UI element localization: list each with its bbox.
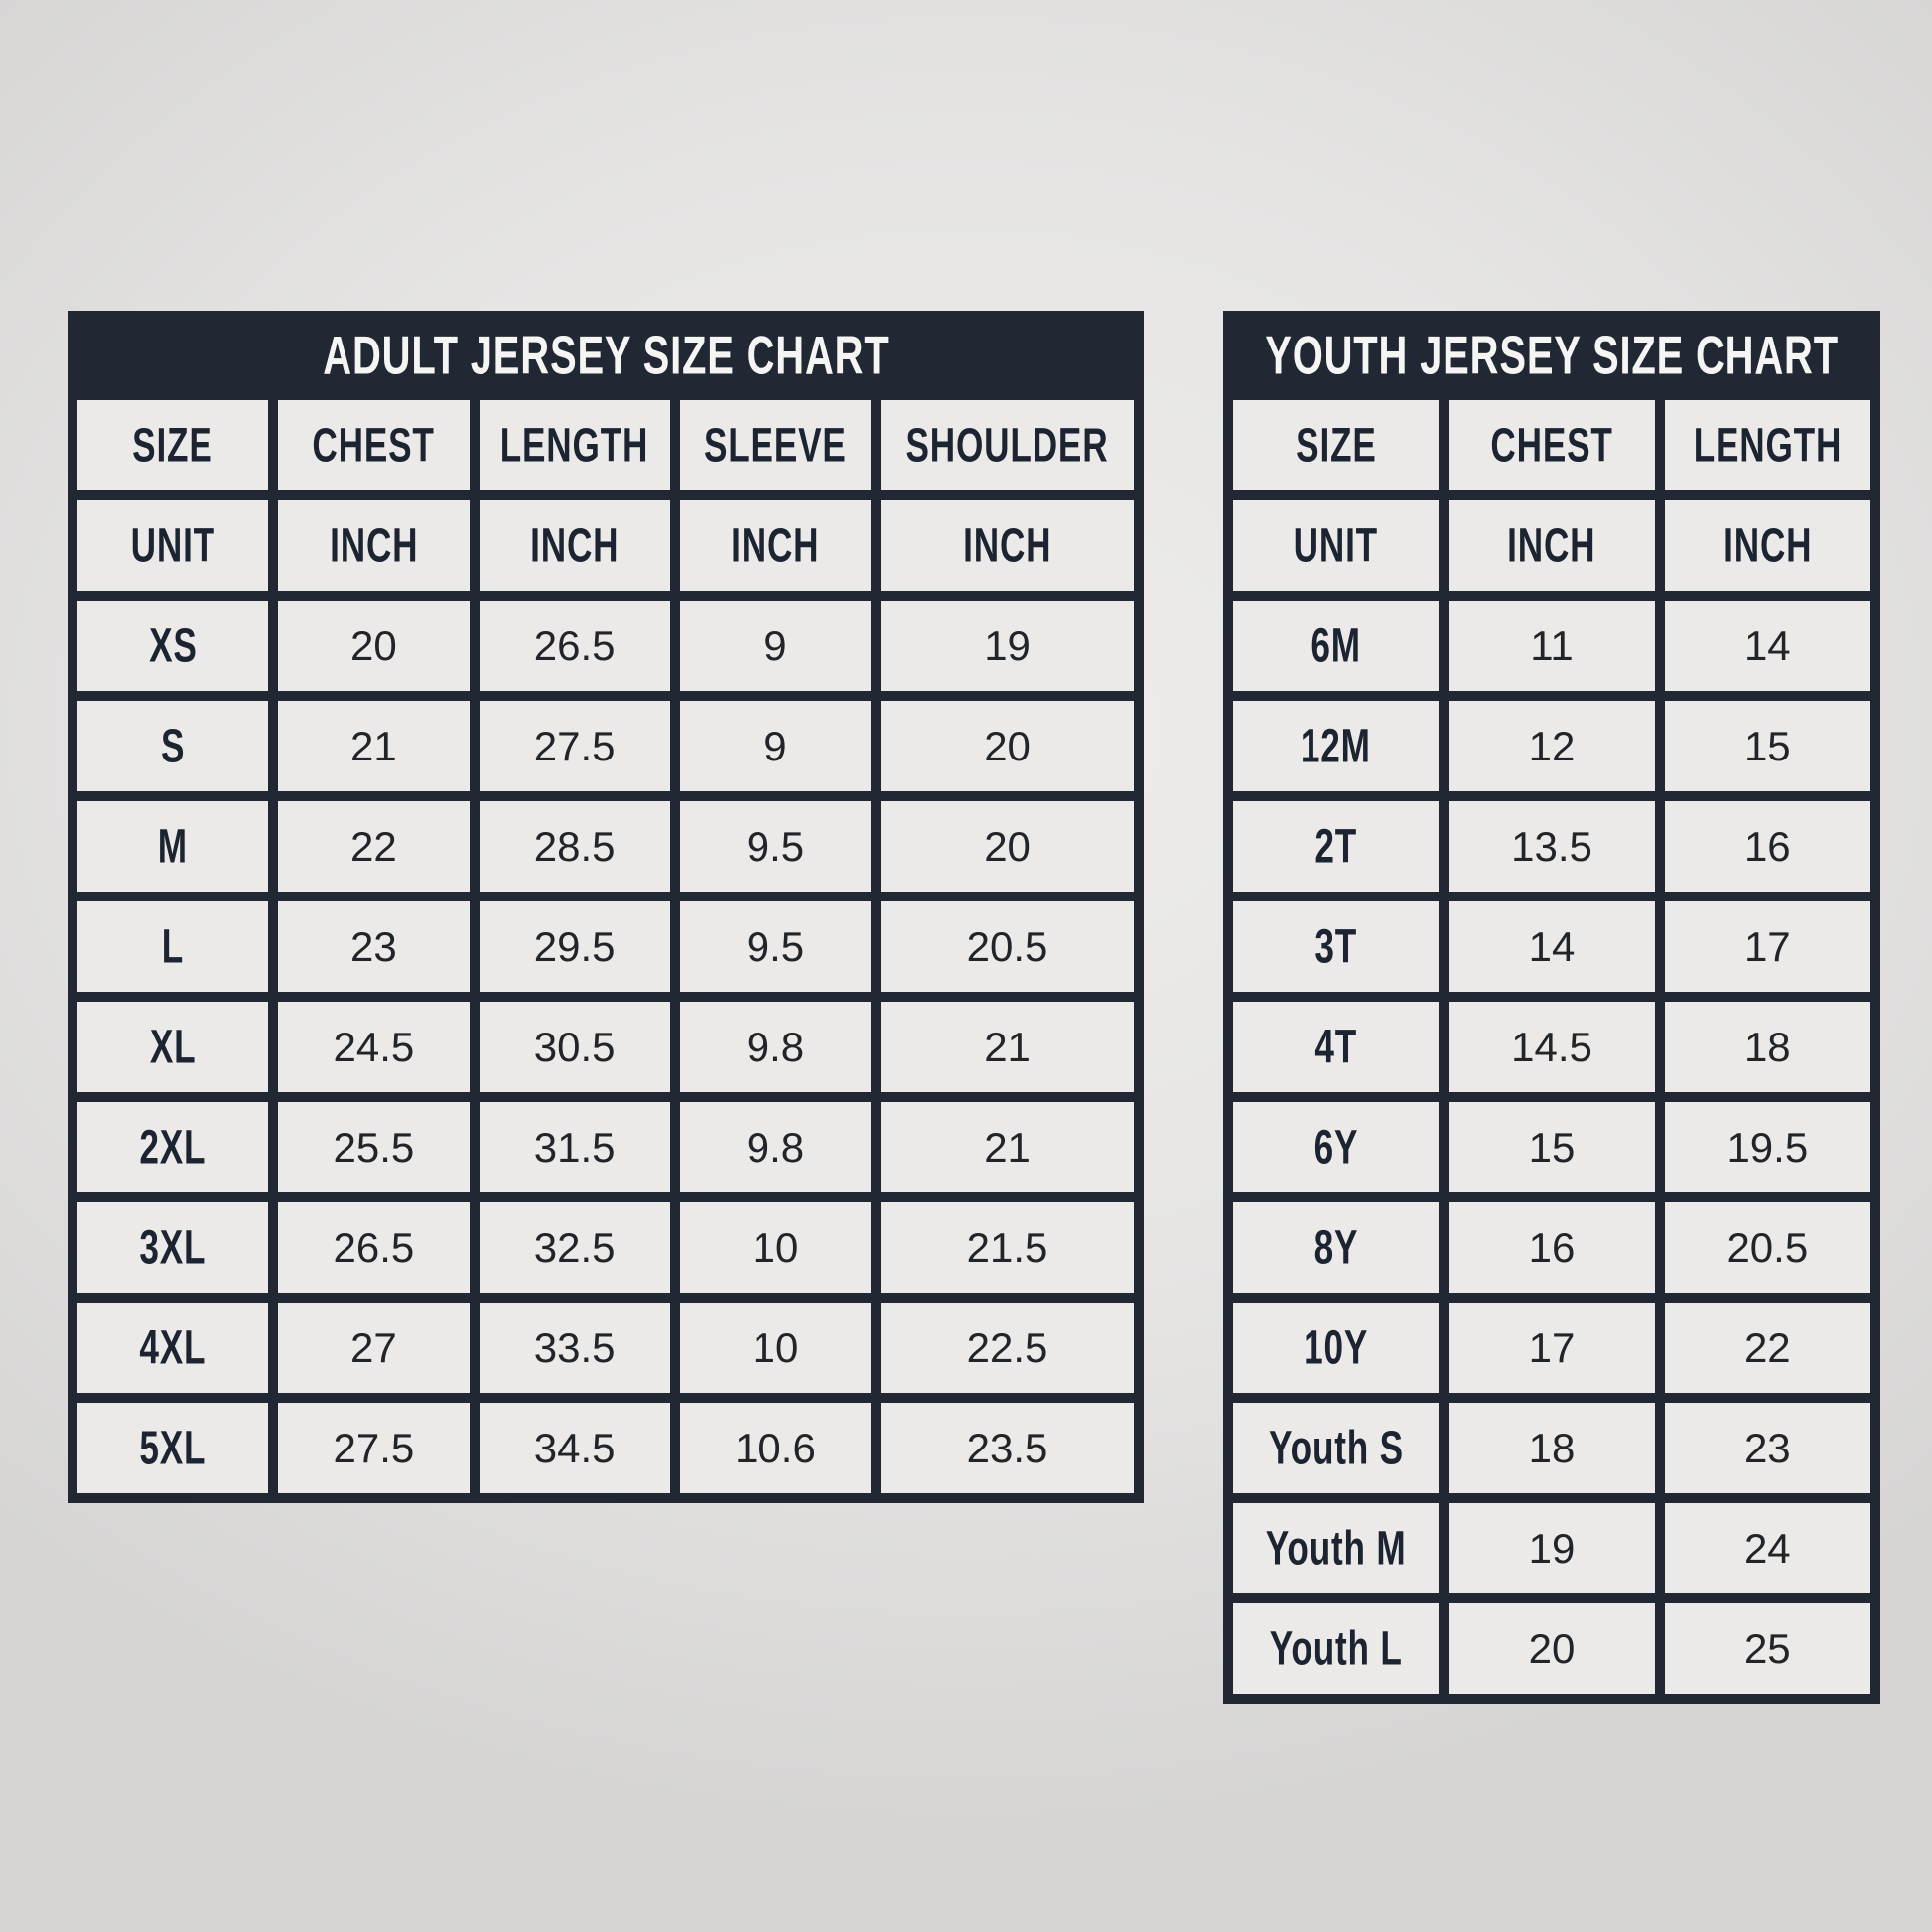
adult-size-value-text: 19 [984, 621, 1031, 669]
adult-size-value-text: 21.5 [966, 1223, 1048, 1271]
adult-size-value [480, 601, 670, 691]
youth-size-label [1233, 801, 1439, 892]
adult-size-value [680, 1202, 871, 1293]
youth-size-label-text: Youth S [1268, 1421, 1404, 1474]
adult-size-value [881, 1403, 1134, 1493]
adult-size-value [480, 701, 670, 791]
adult-size-value-text: 9 [763, 621, 787, 669]
adult-size-value [480, 1002, 670, 1092]
adult-size-label [77, 901, 268, 992]
adult-size-value [680, 701, 871, 791]
adult-size-value [680, 1102, 871, 1192]
adult-size-label [77, 1002, 268, 1092]
adult-size-value-text: 20 [984, 722, 1031, 769]
adult-size-value-text: 34.5 [533, 1424, 616, 1471]
adult-chart-grid [77, 400, 1134, 1493]
youth-size-value-text: 19.5 [1726, 1123, 1809, 1171]
youth-size-value-text: 24 [1743, 1524, 1791, 1572]
adult-size-value [278, 801, 469, 892]
adult-unit-cell-text: INCH [329, 518, 419, 572]
youth-column-header-text: LENGTH [1693, 418, 1843, 472]
adult-size-value [278, 1303, 469, 1393]
youth-size-value [1449, 1202, 1654, 1293]
youth-size-label [1233, 601, 1439, 691]
adult-size-value-text: 21 [984, 1023, 1031, 1070]
adult-size-value [881, 1303, 1134, 1393]
youth-size-value [1665, 1102, 1870, 1192]
youth-size-label [1233, 1403, 1439, 1493]
adult-size-value [480, 1303, 670, 1393]
youth-size-label-text: 3T [1314, 919, 1358, 973]
youth-size-label [1233, 1603, 1439, 1694]
adult-unit-cell [77, 500, 268, 591]
adult-size-value-text: 26.5 [533, 621, 616, 669]
youth-size-chart [1223, 311, 1880, 1704]
adult-size-value-text: 10 [752, 1323, 799, 1371]
adult-size-label-text: 5XL [139, 1421, 207, 1474]
youth-size-label [1233, 1202, 1439, 1293]
adult-size-value-text: 21 [984, 1123, 1031, 1171]
youth-size-value-text: 18 [1743, 1023, 1791, 1070]
youth-size-value-text: 15 [1743, 722, 1791, 769]
adult-size-value-text: 20.5 [966, 922, 1048, 970]
adult-size-value-text: 32.5 [533, 1223, 616, 1271]
adult-size-value-text: 9.5 [746, 822, 805, 870]
adult-size-label [77, 1102, 268, 1192]
adult-size-label [77, 701, 268, 791]
youth-column-header-text: CHEST [1490, 418, 1613, 472]
youth-size-value-text: 20 [1528, 1624, 1576, 1672]
youth-size-value [1449, 901, 1654, 992]
youth-size-value [1665, 701, 1870, 791]
adult-size-label [77, 801, 268, 892]
adult-size-value-text: 23.5 [966, 1424, 1048, 1471]
youth-size-value [1449, 1303, 1654, 1393]
adult-unit-cell [881, 500, 1134, 591]
adult-size-value [680, 1303, 871, 1393]
youth-size-value [1665, 601, 1870, 691]
youth-column-header [1665, 400, 1870, 490]
adult-column-header-text: SLEEVE [704, 418, 847, 472]
adult-size-label-text: XL [149, 1020, 197, 1073]
youth-size-value [1665, 1603, 1870, 1694]
youth-chart-grid [1233, 400, 1870, 1694]
youth-size-value-text: 14 [1528, 922, 1576, 970]
adult-size-value-text: 23 [350, 922, 397, 970]
adult-size-value-text: 33.5 [533, 1323, 616, 1371]
youth-size-label-text: 6M [1311, 619, 1361, 672]
youth-unit-cell [1449, 500, 1654, 591]
adult-unit-cell-text: INCH [530, 518, 620, 572]
youth-size-value-text: 17 [1528, 1323, 1576, 1371]
adult-size-value [278, 1002, 469, 1092]
youth-size-value-text: 16 [1743, 822, 1791, 870]
youth-column-header [1233, 400, 1439, 490]
youth-size-value-text: 12 [1528, 722, 1576, 769]
adult-chart-title-text: ADULT JERSEY SIZE CHART [322, 325, 890, 386]
adult-size-label-text: 3XL [139, 1220, 207, 1274]
adult-size-value-text: 25.5 [333, 1123, 415, 1171]
youth-size-label-text: 10Y [1304, 1320, 1369, 1374]
adult-size-value-text: 10.6 [735, 1424, 816, 1471]
adult-size-value-text: 30.5 [533, 1023, 616, 1070]
adult-size-value [480, 801, 670, 892]
adult-size-label-text: 2XL [139, 1120, 207, 1173]
youth-size-value [1449, 1503, 1654, 1593]
youth-size-label [1233, 1303, 1439, 1393]
adult-chart-title [77, 321, 1134, 390]
youth-size-value [1449, 601, 1654, 691]
adult-size-value-text: 9.8 [746, 1023, 805, 1070]
adult-size-value [278, 1202, 469, 1293]
adult-size-value [881, 1202, 1134, 1293]
adult-size-value [881, 801, 1134, 892]
youth-size-label [1233, 901, 1439, 992]
adult-size-value [278, 901, 469, 992]
adult-size-label-text: 4XL [139, 1320, 207, 1374]
adult-size-value-text: 27.5 [533, 722, 616, 769]
adult-column-header [881, 400, 1134, 490]
adult-column-header [480, 400, 670, 490]
adult-unit-cell [680, 500, 871, 591]
adult-size-label [77, 1403, 268, 1493]
youth-size-label-text: 12M [1301, 719, 1372, 772]
youth-size-value [1449, 1403, 1654, 1493]
adult-size-value-text: 28.5 [533, 822, 616, 870]
adult-size-label [77, 1202, 268, 1293]
adult-size-value [680, 801, 871, 892]
adult-size-label [77, 601, 268, 691]
youth-size-value-text: 15 [1528, 1123, 1576, 1171]
adult-column-header-text: SHOULDER [905, 418, 1109, 472]
adult-size-value [480, 901, 670, 992]
youth-size-value [1449, 1002, 1654, 1092]
adult-unit-cell [480, 500, 670, 591]
adult-size-value-text: 26.5 [333, 1223, 415, 1271]
adult-size-value-text: 10 [752, 1223, 799, 1271]
youth-size-label [1233, 1002, 1439, 1092]
youth-size-label-text: 4T [1314, 1020, 1358, 1073]
youth-size-value [1665, 1503, 1870, 1593]
youth-size-label [1233, 701, 1439, 791]
adult-size-value [278, 1102, 469, 1192]
adult-size-value [881, 701, 1134, 791]
youth-size-label-text: Youth L [1269, 1621, 1403, 1675]
adult-size-value [278, 1403, 469, 1493]
adult-size-value [278, 701, 469, 791]
adult-column-header [680, 400, 871, 490]
youth-size-value-text: 14 [1743, 621, 1791, 669]
youth-size-value-text: 11 [1530, 621, 1574, 669]
youth-size-label-text: Youth M [1265, 1521, 1407, 1575]
adult-size-value [480, 1403, 670, 1493]
adult-size-value [881, 901, 1134, 992]
adult-size-label-text: S [160, 719, 186, 772]
adult-unit-cell-text: INCH [731, 518, 820, 572]
youth-size-value-text: 16 [1528, 1223, 1576, 1271]
adult-column-header-text: SIZE [132, 418, 213, 472]
youth-size-value [1665, 901, 1870, 992]
youth-unit-cell-text: INCH [1507, 518, 1596, 572]
adult-unit-cell [278, 500, 469, 591]
adult-size-value-text: 20 [984, 822, 1031, 870]
adult-size-chart [68, 311, 1144, 1503]
adult-size-value-text: 29.5 [533, 922, 616, 970]
adult-size-value-text: 24.5 [333, 1023, 415, 1070]
youth-size-value [1665, 1303, 1870, 1393]
adult-size-value-text: 21 [350, 722, 397, 769]
youth-size-value-text: 22 [1743, 1323, 1791, 1371]
youth-size-value-text: 17 [1743, 922, 1791, 970]
adult-column-header [77, 400, 268, 490]
youth-unit-cell [1665, 500, 1870, 591]
youth-size-value-text: 13.5 [1511, 822, 1592, 870]
youth-size-value [1449, 1603, 1654, 1694]
adult-size-value [278, 601, 469, 691]
adult-column-header [278, 400, 469, 490]
adult-unit-cell-text: INCH [962, 518, 1052, 572]
adult-size-value-text: 27 [350, 1323, 397, 1371]
youth-size-label [1233, 1503, 1439, 1593]
adult-column-header-text: CHEST [312, 418, 436, 472]
youth-size-value [1665, 801, 1870, 892]
adult-size-label [77, 1303, 268, 1393]
adult-size-value [680, 901, 871, 992]
adult-size-value [480, 1202, 670, 1293]
adult-size-value-text: 22.5 [966, 1323, 1048, 1371]
youth-size-label-text: 2T [1314, 819, 1358, 873]
youth-size-value-text: 18 [1528, 1424, 1576, 1471]
adult-size-value-text: 27.5 [333, 1424, 415, 1471]
youth-size-value-text: 25 [1743, 1624, 1791, 1672]
youth-column-header-text: SIZE [1295, 418, 1377, 472]
adult-size-value-text: 22 [350, 822, 397, 870]
youth-size-label-text: 8Y [1313, 1220, 1358, 1274]
youth-size-value [1449, 1102, 1654, 1192]
adult-size-value [680, 1403, 871, 1493]
adult-size-value [480, 1102, 670, 1192]
adult-size-label-text: XS [148, 619, 198, 672]
adult-size-value [881, 1102, 1134, 1192]
youth-size-value-text: 20.5 [1726, 1223, 1809, 1271]
adult-size-value-text: 9.5 [746, 922, 805, 970]
adult-size-value [680, 601, 871, 691]
youth-size-value-text: 19 [1528, 1524, 1576, 1572]
adult-size-value [881, 1002, 1134, 1092]
adult-unit-cell-text: UNIT [130, 518, 215, 572]
youth-chart-title-text: YOUTH JERSEY SIZE CHART [1265, 325, 1839, 386]
youth-size-value [1665, 1403, 1870, 1493]
youth-chart-title [1233, 321, 1870, 390]
youth-unit-cell [1233, 500, 1439, 591]
adult-size-label-text: L [161, 919, 185, 973]
youth-size-value [1665, 1202, 1870, 1293]
youth-unit-cell-text: UNIT [1293, 518, 1379, 572]
youth-size-label-text: 6Y [1313, 1120, 1358, 1173]
youth-size-value-text: 14.5 [1511, 1023, 1592, 1070]
adult-size-value-text: 20 [350, 621, 397, 669]
youth-size-value [1449, 701, 1654, 791]
adult-size-value-text: 9 [763, 722, 787, 769]
youth-column-header [1449, 400, 1654, 490]
adult-size-label-text: M [158, 819, 189, 873]
adult-size-value-text: 9.8 [746, 1123, 805, 1171]
adult-size-value [881, 601, 1134, 691]
youth-size-value-text: 23 [1743, 1424, 1791, 1471]
adult-size-value [680, 1002, 871, 1092]
adult-size-value-text: 31.5 [533, 1123, 616, 1171]
adult-column-header-text: LENGTH [499, 418, 649, 472]
youth-size-value [1449, 801, 1654, 892]
youth-unit-cell-text: INCH [1723, 518, 1812, 572]
youth-size-label [1233, 1102, 1439, 1192]
youth-size-value [1665, 1002, 1870, 1092]
